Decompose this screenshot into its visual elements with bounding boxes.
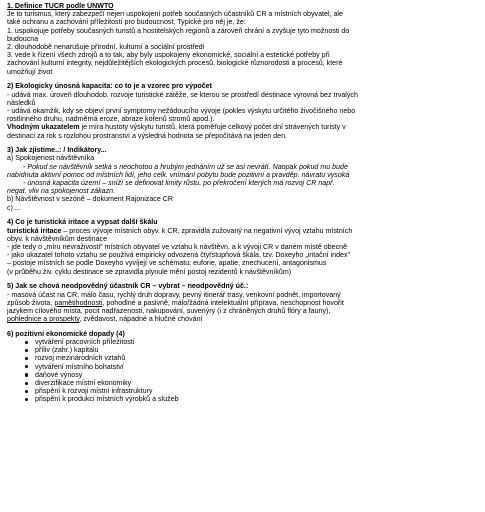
section-4-title: 4) Co je turistická iritace a vypsat další škálu — [7, 218, 158, 227]
text-line: - Pokud se návštěvník setká s neochotou a hrubým jednáním už se asi nevrátí. Naopak pokud mu bude — [23, 162, 348, 171]
text-line: nabídnuta aktivní pomoc od místních lidí, jeho celk. vnímání pobytu bude pozitivní a pravděp. návratu vysoká — [7, 170, 350, 179]
text-run: – proces vývoje místních obyv. k CR, zpravidla zužovaný na negativní vývoj vztahu místních — [61, 226, 353, 235]
list-item: příliv (zahr.) kapitálu — [35, 346, 478, 354]
text-run: , pohodlné a pasivně, málo/žádná intelektuální příprava, neschopnost hovořit — [102, 298, 344, 307]
text-line: b) Návštěvnost v sezóně – dokument Rajonizace CR — [7, 195, 173, 204]
bold-term: Vhodným ukazatelem — [7, 123, 80, 132]
section-4 — [7, 218, 478, 275]
text-line — [7, 299, 478, 307]
list-item: diverzifikace místní ekonomiky — [35, 379, 478, 387]
text-line: zachování kulturní integrity, nejdůležitějších ekologických procesů, biologické různorodosti a procesů, které — [7, 59, 343, 68]
text-line: destinaci za rok s rozlohou prostranství a výsledná hodnota se přepočítává na jeden den. — [7, 131, 287, 140]
section-3-title: 3) Jak zjistíme..: / Indikátory... — [7, 146, 107, 155]
text-line: 1. uspokojuje potřeby současných turistů a hostitelských regionů a zároveň chrání a zvyšuje tyto možnosti do — [7, 26, 350, 35]
section-1 — [7, 2, 478, 76]
section-5-title: 5) Jak se chová neodpovědný účastník CR – vybrat – neodpovědný úč.: — [7, 282, 249, 291]
text-line: následků — [7, 98, 36, 107]
text-line: a) Spokojenost návštěvníka — [7, 154, 95, 163]
section-5 — [7, 282, 478, 323]
section-6 — [7, 330, 478, 404]
text-line — [7, 227, 478, 235]
section-2-title: 2) Ekologicky únosná kapacita: co to je a vzorec pro výpočet — [7, 82, 212, 91]
text-line — [7, 123, 478, 131]
text-line: - únosná kapacita území – sníží se definovat limity růstu, po překročení kterých má rozvoj CR např. — [23, 179, 335, 188]
text-line: také ochranu a zachování příležitostí pro budoucnost. Typické pro něj je, že: — [7, 18, 246, 27]
text-run: , zvědavost, nápadné a hlučné chování — [79, 315, 203, 324]
text-line: umožňují život — [7, 67, 53, 76]
list-item: vytváření místního bohatství — [35, 363, 478, 371]
text-line: Je to turismus, který zabezpečí nejen uspokojení potřeb současných účastníků CR a místních obyvatel, ale — [7, 10, 343, 19]
text-line: c) ... — [7, 203, 21, 212]
text-line: 3. vede k řízení všech zdrojů a to tak, aby byly uspokojeny ekonomické, sociální a estetické potřeby při — [7, 51, 330, 60]
section-6-title: 6) pozitivní ekonomické dopady (4) — [7, 329, 125, 338]
section-3 — [7, 146, 478, 212]
text-line: - udává okamžik, kdy se objeví první symptomy nežádoucího vývoje (pokles výskytu určitého živočišného nebo — [7, 106, 356, 115]
list-item: přispění k produkci místních výrobků a služeb — [35, 395, 478, 403]
text-line: – postoje místních se podle Doxeyho vyvíjejí ve schématu: euforie, apatie, znechucení, antagonismus — [7, 259, 327, 268]
text-line: 2. dlouhodobě nenarušuje přírodní, kulturní a sociální prostředí — [7, 43, 205, 52]
underlined-term: pamětihodnosti — [54, 298, 103, 307]
list-item: daňové výnosy — [35, 371, 478, 379]
bold-term: turistická iritace — [7, 226, 62, 235]
text-line: - jde tedy o „míru nevraživosti" místních obyvatel ve vztahu k návštěvn. a k vývoji CR v daném místě obecně — [7, 242, 348, 251]
text-line: obyv. k návštěvníkům destinace — [7, 234, 108, 243]
text-line: - masová účast na CR, málo času, rychlý druh dopravy, pevný itinerář trasy, venkovní podnět, importovaný — [7, 290, 341, 299]
list-item: vytváření pracovních příležitostí — [35, 338, 478, 346]
text-line: negat. vliv na spokojenost zákazn. — [7, 187, 116, 196]
text-line: budoucna — [7, 34, 39, 43]
text-line: jazykem cílového místa, pocit nadřazenosti, nakupování, suvenýry (i z chráněných druhů flóry a fauny), — [7, 306, 331, 315]
text-run: je míra hustoty výskytu turistů, která poměřuje celkový počet dní strávených turisty v — [79, 123, 346, 132]
underlined-term: pohlednice a prospekty — [7, 315, 80, 324]
bullet-list — [7, 338, 478, 404]
text-line: - udává max. úroveň dlouhodob. rozvoje turistické zátěže, se kterou se prostředí destinace vyrovná bez trvalých — [7, 90, 358, 99]
text-run: způsob života, — [7, 298, 55, 307]
text-line — [7, 315, 478, 323]
text-line: (v průběhu živ. cyklu destinace se zpravidla plynule mění postoj rezidentů k návštěvníkům) — [7, 267, 292, 276]
text-line: rostlinného druhu, nadměrná eroze, abraze kořenů stromů apod.). — [7, 115, 215, 124]
text-line: - jako ukazatel tohoto vztahu se používá empiricky odvozená čtyřstupňová škála, tzv. Doxeyho „iritační index" — [7, 251, 351, 260]
section-2 — [7, 82, 478, 139]
list-item: rozvoj mezinárodních vztahů — [35, 354, 478, 362]
list-item: přispění k rozvoji místní infrastruktury — [35, 387, 478, 395]
section-1-title: 1. Definice TUCR podle UNWTO — [7, 2, 114, 10]
